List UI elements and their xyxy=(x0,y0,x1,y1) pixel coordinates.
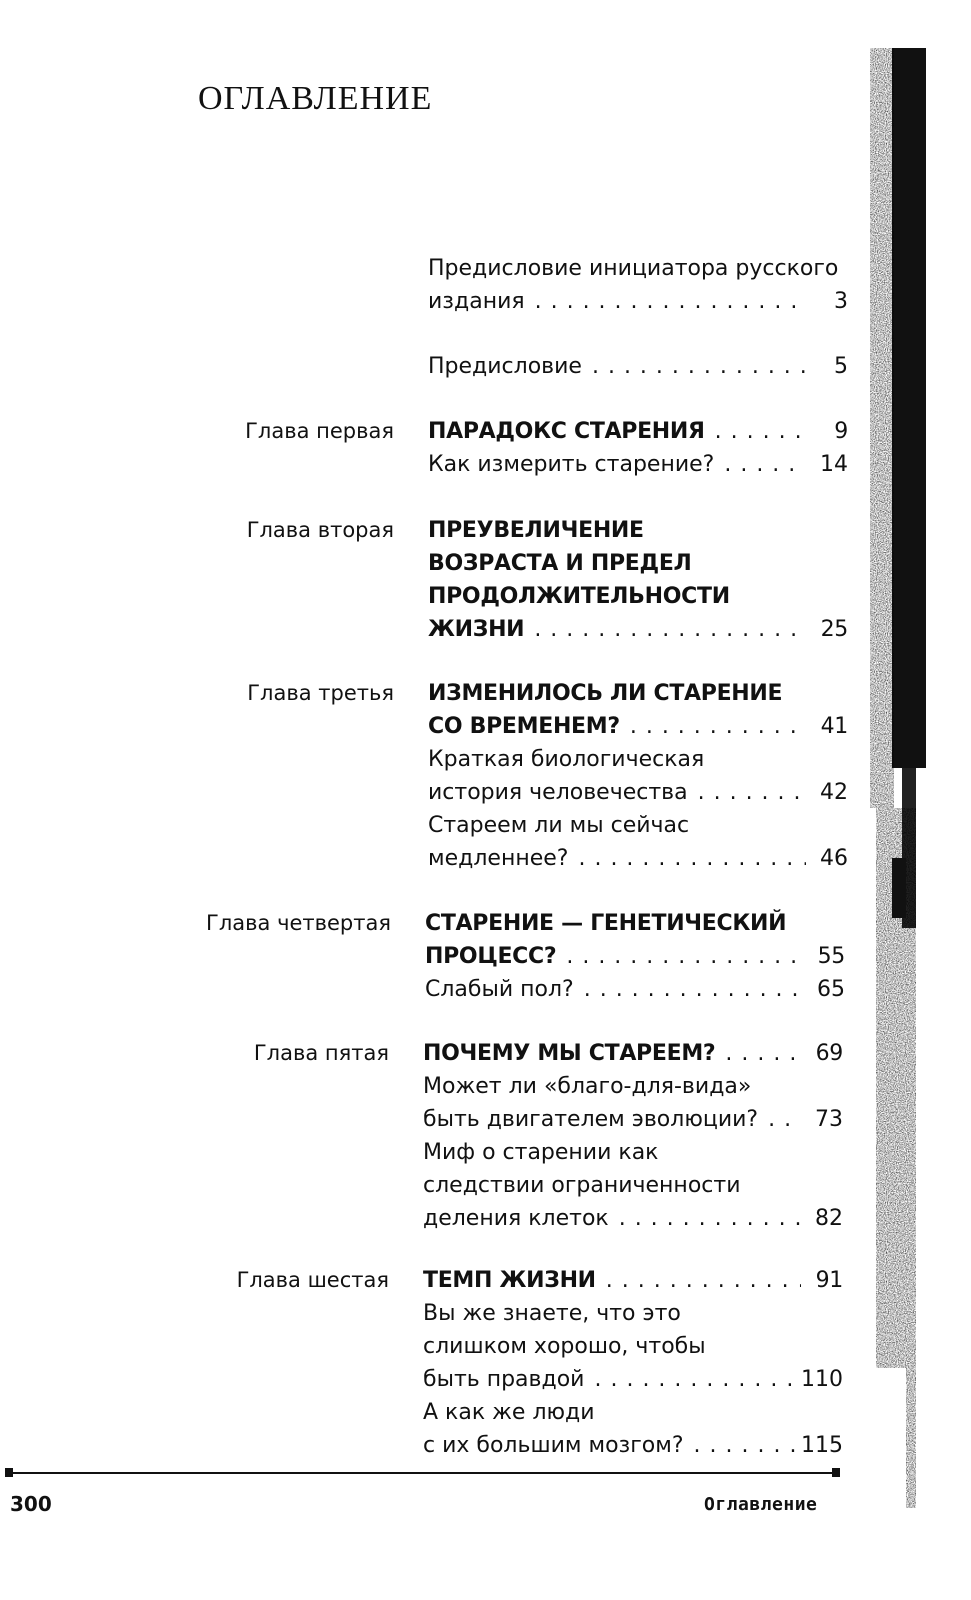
entry-text: Краткая биологическая xyxy=(428,747,705,772)
chapter-title-line xyxy=(428,580,848,613)
entry-page-number: 115 xyxy=(801,1433,843,1458)
section-title-line xyxy=(428,776,848,809)
chapter-title-line xyxy=(428,547,848,580)
chapter-title-line xyxy=(425,940,845,973)
toc-entry xyxy=(425,907,845,1006)
section-title-line xyxy=(428,743,848,776)
entry-page-number: 91 xyxy=(815,1268,843,1293)
entry-text: медленнее? xyxy=(428,846,569,871)
entry-text: СО ВРЕМЕНЕМ? xyxy=(428,714,620,739)
entry-page-number: 41 xyxy=(820,714,848,739)
entry-text: история человечества xyxy=(428,780,688,805)
entry-text: с их большим мозгом? xyxy=(423,1433,684,1458)
entry-page-number: 9 xyxy=(834,419,848,444)
page-number: 300 xyxy=(10,1492,52,1516)
entry-text: слишком хорошо, чтобы xyxy=(423,1334,706,1359)
entry-page-number: 65 xyxy=(817,977,845,1002)
entry-text: ПАРАДОКС СТАРЕНИЯ xyxy=(428,419,705,444)
chapter-title-line xyxy=(428,677,848,710)
leader-dots xyxy=(594,1363,795,1396)
leader-dots xyxy=(698,776,806,809)
entry-page-number: 14 xyxy=(820,452,848,477)
chapter-title-line xyxy=(428,710,848,743)
entry-text: Вы же знаете, что это xyxy=(423,1301,681,1326)
entry-text: Слабый пол? xyxy=(425,977,574,1002)
entry-page-number: 42 xyxy=(820,780,848,805)
toc-entry xyxy=(428,350,848,383)
entry-text: издания xyxy=(428,289,525,314)
entry-page-number: 3 xyxy=(834,289,848,314)
section-title-line xyxy=(428,252,848,285)
section-title-line xyxy=(428,350,848,383)
leader-dots xyxy=(534,613,806,646)
entry-text: ПРОДОЛЖИТЕЛЬНОСТИ xyxy=(428,584,730,609)
section-title-line xyxy=(423,1297,843,1330)
section-title-line xyxy=(423,1070,843,1103)
chapter-label: Глава вторая xyxy=(246,518,394,542)
leader-dots xyxy=(715,415,806,448)
section-title-line xyxy=(428,842,848,875)
entry-page-number: 46 xyxy=(820,846,848,871)
leader-dots xyxy=(725,1037,801,1070)
footer-rule xyxy=(10,1472,838,1474)
entry-text: ВОЗРАСТА И ПРЕДЕЛ xyxy=(428,551,692,576)
toc-entry xyxy=(428,677,848,875)
section-title-line xyxy=(423,1202,843,1235)
entry-page-number: 55 xyxy=(817,944,845,969)
entry-text: ПРОЦЕСС? xyxy=(425,944,557,969)
footer-rule-end-right xyxy=(832,1468,840,1477)
leader-dots xyxy=(584,973,803,1006)
toc-entry xyxy=(428,514,848,646)
entry-text: Предисловие инициатора русского xyxy=(428,256,839,281)
entry-text: ТЕМП ЖИЗНИ xyxy=(423,1268,596,1293)
section-title-line xyxy=(428,448,848,481)
section-title-line xyxy=(423,1103,843,1136)
entry-text: ИЗМЕНИЛОСЬ ЛИ СТАРЕНИЕ xyxy=(428,681,783,706)
entry-page-number: 73 xyxy=(815,1107,843,1132)
entry-page-number: 110 xyxy=(801,1367,843,1392)
section-title-line xyxy=(423,1136,843,1169)
entry-text: Может ли «благо-для-вида» xyxy=(423,1074,752,1099)
leader-dots xyxy=(630,710,806,743)
entry-text: быть двигателем эволюции? xyxy=(423,1107,759,1132)
chapter-label: Глава четвертая xyxy=(206,911,391,935)
chapter-label: Глава первая xyxy=(245,419,394,443)
entry-text: быть правдой xyxy=(423,1367,585,1392)
leader-dots xyxy=(578,842,806,875)
entry-text: ПРЕУВЕЛИЧЕНИЕ xyxy=(428,518,644,543)
scan-edge-shadow xyxy=(862,48,952,1508)
section-title-line xyxy=(428,285,848,318)
entry-text: Стареем ли мы сейчас xyxy=(428,813,690,838)
chapter-title-line xyxy=(428,613,848,646)
leader-dots xyxy=(694,1429,795,1462)
section-title-line xyxy=(428,809,848,842)
section-title-line xyxy=(423,1330,843,1363)
entry-text: Предисловие xyxy=(428,354,582,379)
entry-text: деления клеток xyxy=(423,1206,609,1231)
chapter-title-line xyxy=(423,1264,843,1297)
entry-page-number: 69 xyxy=(815,1041,843,1066)
toc-entry xyxy=(423,1264,843,1462)
toc-entry xyxy=(428,415,848,481)
entry-text: Миф о старении как xyxy=(423,1140,659,1165)
toc-entry xyxy=(428,252,848,318)
section-title-line xyxy=(423,1429,843,1462)
section-title-line xyxy=(423,1396,843,1429)
chapter-label: Глава шестая xyxy=(236,1268,389,1292)
toc-heading: ОГЛАВЛЕНИЕ xyxy=(198,80,433,117)
chapter-title-line xyxy=(428,415,848,448)
leader-dots xyxy=(566,940,803,973)
section-title-line xyxy=(423,1363,843,1396)
leader-dots xyxy=(619,1202,801,1235)
chapter-label: Глава третья xyxy=(247,681,394,705)
leader-dots xyxy=(535,285,806,318)
entry-text: ПОЧЕМУ МЫ СТАРЕЕМ? xyxy=(423,1041,716,1066)
entry-text: А как же люди xyxy=(423,1400,595,1425)
leader-dots xyxy=(768,1103,801,1136)
entry-text: СТАРЕНИЕ — ГЕНЕТИЧЕСКИЙ xyxy=(425,911,787,936)
chapter-label: Глава пятая xyxy=(253,1041,389,1065)
leader-dots xyxy=(592,350,806,383)
section-title-line xyxy=(425,973,845,1006)
chapter-title-line xyxy=(428,514,848,547)
entry-text: Как измерить старение? xyxy=(428,452,715,477)
entry-page-number: 5 xyxy=(834,354,848,379)
chapter-title-line xyxy=(425,907,845,940)
running-title: Оглавление xyxy=(704,1494,818,1515)
entry-page-number: 82 xyxy=(815,1206,843,1231)
chapter-title-line xyxy=(423,1037,843,1070)
toc-entry xyxy=(423,1037,843,1235)
entry-text: следствии ограниченности xyxy=(423,1173,741,1198)
section-title-line xyxy=(423,1169,843,1202)
leader-dots xyxy=(606,1264,801,1297)
leader-dots xyxy=(724,448,806,481)
entry-page-number: 25 xyxy=(820,617,848,642)
entry-text: ЖИЗНИ xyxy=(428,617,525,642)
